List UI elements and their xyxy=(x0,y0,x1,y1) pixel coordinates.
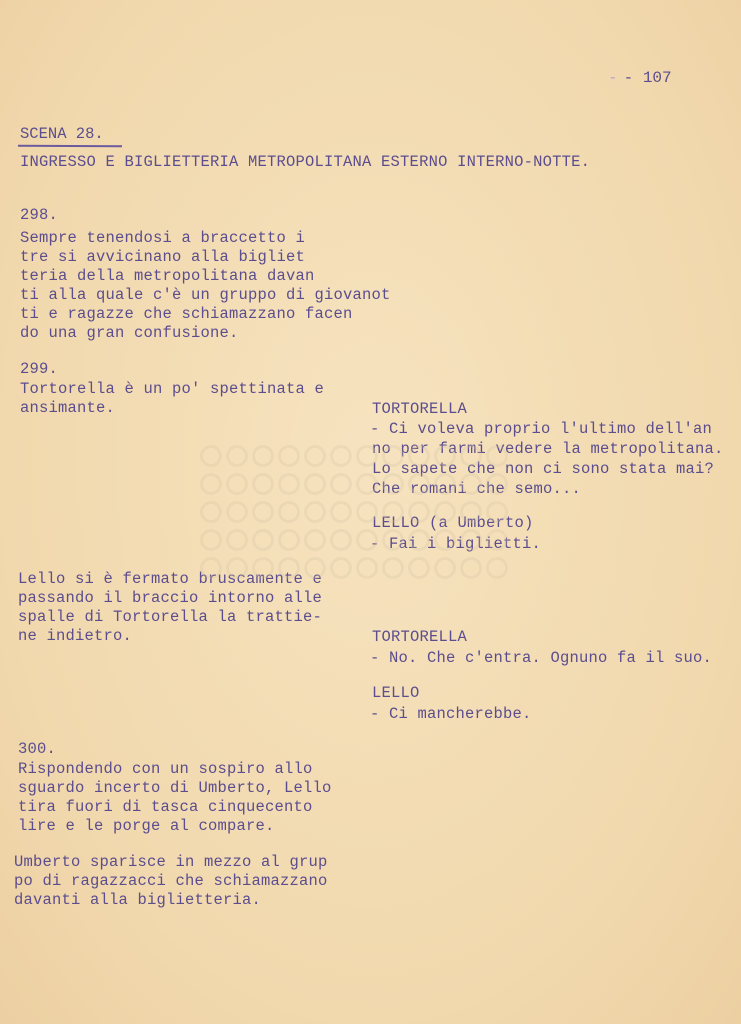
shot-299-action-line: spalle di Tortorella la trattie- xyxy=(18,608,323,626)
dialogue-line: - Ci mancherebbe. xyxy=(370,705,532,723)
shot-300-line: lire e le porge al compare. xyxy=(18,817,275,835)
page-number: - - 107 xyxy=(608,69,672,87)
shot-298-line: do una gran confusione. xyxy=(20,324,239,342)
shot-number-298: 298. xyxy=(20,206,59,224)
shot-number-299: 299. xyxy=(20,360,59,378)
shot-299-action-line: ne indietro. xyxy=(18,627,133,645)
scene-title-underline xyxy=(18,145,122,148)
dialogue-speaker: TORTORELLA xyxy=(372,400,468,418)
dialogue-line: Che romani che semo... xyxy=(372,480,582,498)
shot-number-300: 300. xyxy=(18,740,57,758)
paper-watermark xyxy=(200,445,530,580)
dialogue-speaker: LELLO xyxy=(372,684,420,702)
scene-title: SCENA 28. xyxy=(20,125,104,143)
dialogue-line: - Ci voleva proprio l'ultimo dell'an xyxy=(370,420,713,438)
dialogue-line: Lo sapete che non ci sono stata mai? xyxy=(372,460,715,478)
shot-299-action-line: Lello si è fermato bruscamente e xyxy=(18,570,323,588)
shot-299-line: ansimante. xyxy=(20,399,116,417)
shot-298-line: ti alla quale c'è un gruppo di giovanot xyxy=(20,286,391,304)
shot-300-line: davanti alla biglietteria. xyxy=(14,891,262,909)
shot-300-line: Umberto sparisce in mezzo al grup xyxy=(14,853,328,871)
shot-298-line: teria della metropolitana davan xyxy=(20,267,315,285)
shot-300-line: Rispondendo con un sospiro allo xyxy=(18,760,313,778)
shot-299-action-line: passando il braccio intorno alle xyxy=(18,589,323,607)
dialogue-line: - No. Che c'entra. Ognuno fa il suo. xyxy=(370,649,713,667)
shot-300-line: po di ragazzacci che schiamazzano xyxy=(14,872,328,890)
shot-299-line: Tortorella è un po' spettinata e xyxy=(20,380,325,398)
shot-298-line: ti e ragazze che schiamazzano facen xyxy=(20,305,353,323)
dialogue-line: - Fai i biglietti. xyxy=(370,535,542,553)
dialogue-speaker: LELLO (a Umberto) xyxy=(372,514,534,532)
shot-300-line: tira fuori di tasca cinquecento xyxy=(18,798,313,816)
dialogue-line: no per farmi vedere la metropolitana. xyxy=(372,440,724,458)
dialogue-speaker: TORTORELLA xyxy=(372,628,468,646)
shot-298-line: Sempre tenendosi a braccetto i xyxy=(20,229,306,247)
shot-300-line: sguardo incerto di Umberto, Lello xyxy=(18,779,332,797)
shot-298-line: tre si avvicinano alla bigliet xyxy=(20,248,306,266)
scene-location: INGRESSO E BIGLIETTERIA METROPOLITANA ESTERNO INTERNO-NOTTE. xyxy=(20,153,591,171)
